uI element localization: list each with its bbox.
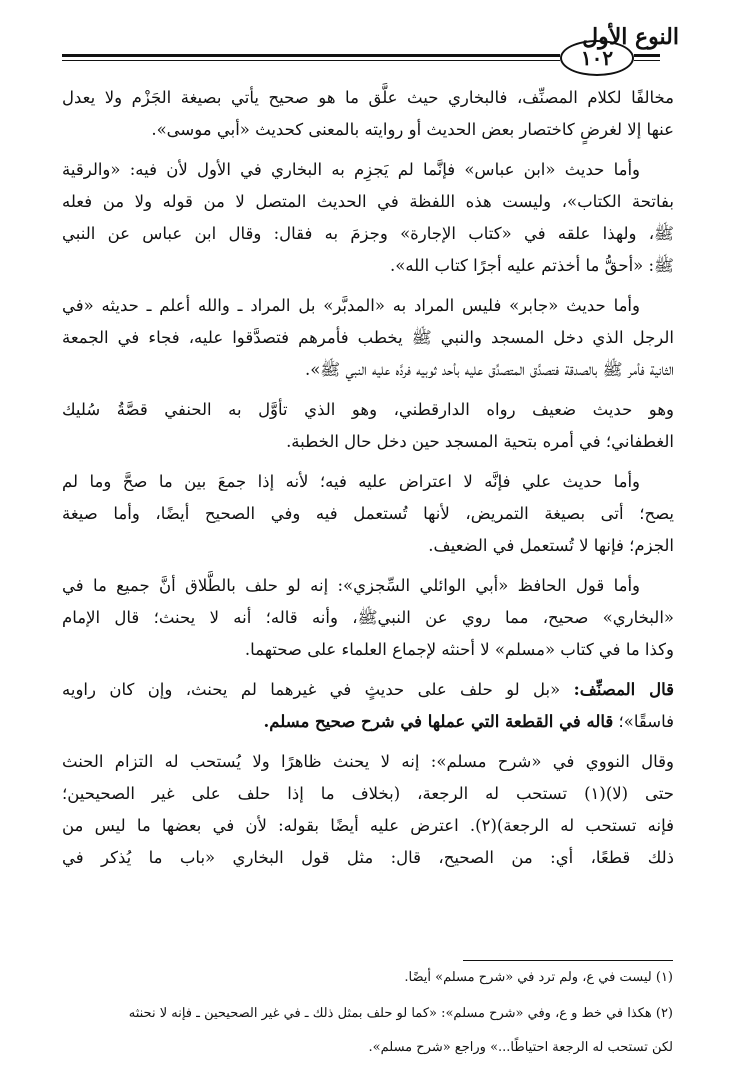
text-line: ﷺ: «أحقُّ ما أخذتم عليه أجرًا كتاب الله». [390,256,674,275]
footnote-1: (١) ليست في ع، ولم ترد في «شرح مسلم» أيضًا. [404,970,673,985]
footnote-2-continued: لكن تستحب له الرجعة احتياطًا...» وراجع «شرح مسلم». [368,1040,673,1055]
footnote-2: (٢) هكذا في خط و ع، وفي «شرح مسلم»: «كما لو حلف بمثل ذلك ـ في غير الصحيحين ـ فإنه لا نحنثه [128,1006,673,1021]
header-rule-left [634,54,660,57]
paragraph [62,394,674,458]
paragraph [62,290,674,386]
paragraph [62,154,674,282]
text-line: بفاتحة الكتاب»، وليست هذه اللفظة في الحديث المتصل لا من قوله ولا من فعله [62,192,674,211]
text-line: مخالفًا لكلام المصنِّف، فالبخاري حيث علَّق ما هو صحيح يأتي بصيغة الجَزْم ولا يعدل [62,88,674,107]
header-rule-main-thin [62,60,560,61]
text-line: فإنه تستحب له الرجعة)(٢). اعترض عليه أيضًا بقوله: لأن في بعضها ما ليس من [62,816,674,835]
text-line: الثانية فأمر ﷺ بالصدقة فتصدَّق المتصدِّق عليه بأحد ثوبيه فردَّه عليه النبي ﷺ». [304,360,674,379]
text-segment: «بل لو حلف على حديثٍ في غيرهما لم يحنث، وإن كان راويه [62,680,574,699]
page-number: ١٠٢ [560,40,634,76]
text-line: الجزم؛ فإنها لا تُستعمل في الضعيف. [428,536,674,555]
paragraph [62,466,674,562]
text-line [62,674,674,706]
text-line: وهو حديث ضعيف رواه الدارقطني، وهو الذي تأوَّل به الحنفي قصَّةُ سُليك [62,400,674,419]
paragraph [62,570,674,666]
section-title: النوع الأول [582,24,679,50]
text-line: الرجل الذي دخل المسجد والنبي ﷺ يخطب فأمرهم فتصدَّقوا عليه، فجاء في الجمعة [62,328,674,347]
text-line: ﷺ، ولهذا علقه في «كتاب الإجارة» وجزمَ به فقال: وقال ابن عباس عن النبي [62,224,674,243]
text-line: وأما حديث «ابن عباس» فإنَّما لم يَجزِم به البخاري في الأول لأن فيه: «والرقية [62,160,640,179]
main-text [62,82,674,882]
text-line: وأما حديث علي فإنَّه لا اعتراض عليه فيه؛ لأنه إذا جمعَ بين ما صحَّ وما لم [62,472,640,491]
text-line: يصح؛ أتى بصيغة التمريض، لأنها تُستعمل فيه وفي الصحيح أيضًا، وأما صيغة [62,504,674,523]
text-line: عنها إلا لغرضٍ كاختصار بعض الحديث أو روايته بالمعنى كحديث «أبي موسى». [151,120,674,139]
footnote-rule [463,960,673,961]
text-line: حتى (لا)(١) تستحب له الرجعة، (بخلاف ما إذا حلف على غير الصحيحين؛ [62,784,674,803]
bold-segment: قاله في القطعة التي عملها في شرح صحيح مسلم. [263,712,614,731]
paragraph [62,746,674,874]
text-line: الغطفاني؛ في أمره بتحية المسجد حين دخل حال الخطبة. [286,432,674,451]
author-lead: قال المصنِّف: [573,680,674,699]
header-rule-left-thin [634,60,660,61]
text-segment: فاسقًا»؛ [613,712,674,731]
text-line: وأما قول الحافظ «أبي الوائلي السِّجزي»: إنه لو حلف بالطَّلاق أنَّ جميع ما في [62,576,640,595]
text-line: وكذا ما في كتاب «مسلم» لا أحنثه لإجماع العلماء على صحتهما. [244,640,674,659]
header-rule-main [62,54,560,57]
text-line: «البخاري» صحيح، مما روي عن النبيﷺ، وأنه قاله؛ أنه لا يحنث؛ قال الإمام [62,608,674,627]
text-line [62,706,674,738]
text-line: وأما حديث «جابر» فليس المراد به «المدبَّر» بل المراد ـ والله أعلم ـ حديثه «في [62,296,640,315]
paragraph [62,674,674,738]
text-line: وقال النووي في «شرح مسلم»: إنه لا يحنث ظاهرًا ولا يُستحب له التزام الحنث [62,752,674,771]
text-line: ذلك قطعًا، أي: من الصحيح، قال: مثل قول البخاري «باب ما يُذكر في [62,848,674,867]
paragraph [62,82,674,146]
